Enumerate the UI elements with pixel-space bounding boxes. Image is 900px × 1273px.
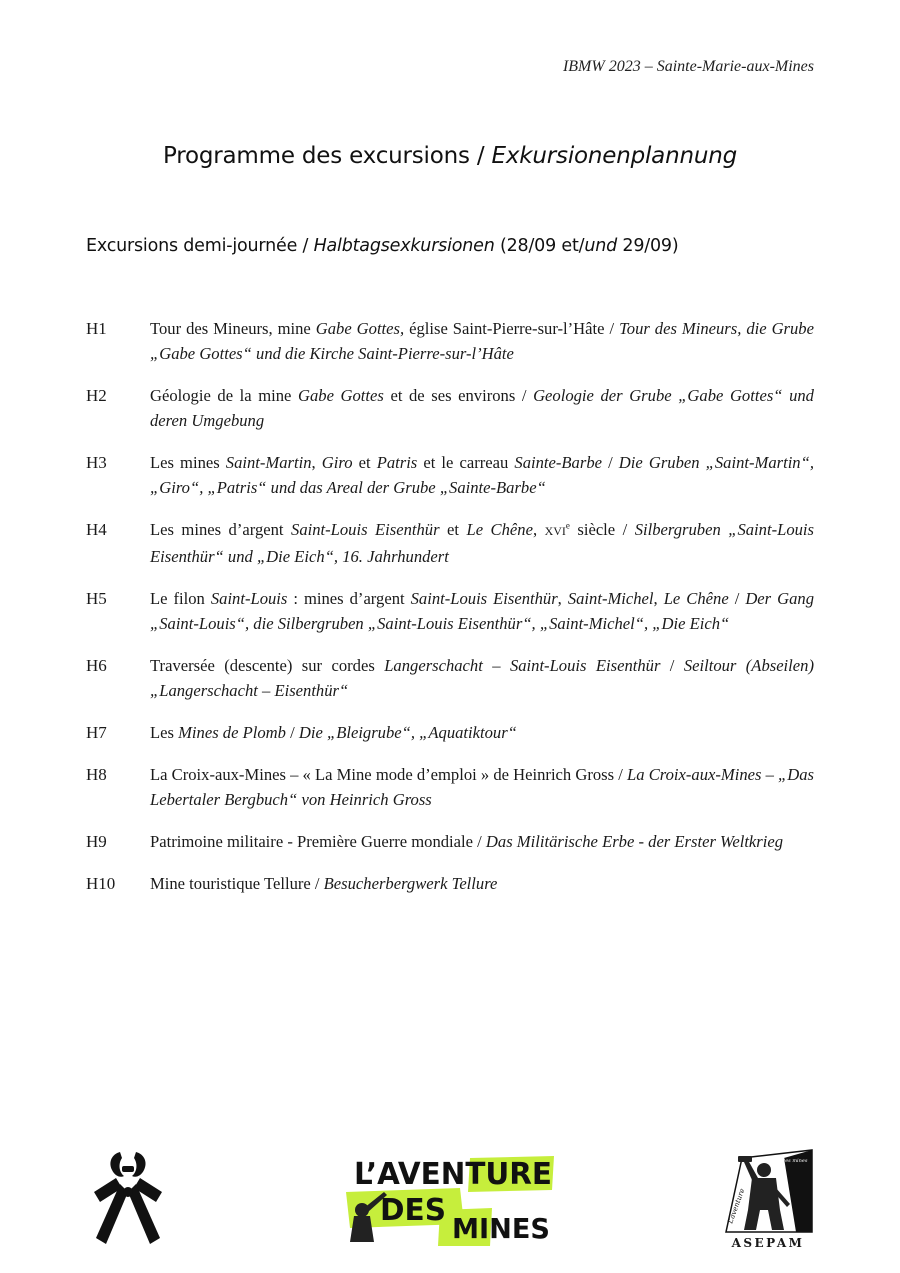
text-run: Le Chêne	[663, 589, 729, 608]
text-run: siècle /	[569, 520, 635, 539]
text-run: Saint-Louis Eisenthür	[410, 589, 558, 608]
text-run: Der Gang „Saint-Louis“, die Silbergruben „Saint-Louis Eisenthür“, „Saint-Michel“, „Die Eich“	[150, 589, 814, 633]
text-run: et le carreau	[417, 453, 515, 472]
list-item	[86, 383, 814, 433]
list-item	[86, 517, 814, 569]
text-run: église Saint-Pierre-sur-l’Hâte /	[404, 319, 620, 338]
excursion-description	[150, 871, 814, 896]
text-run: Das Militärische Erbe - der Erster Weltkrieg	[485, 832, 784, 851]
text-run: XVI	[544, 524, 566, 538]
text-run: Le Chêne	[466, 520, 533, 539]
subtitle-dates-a: (28/09 et/	[494, 236, 585, 256]
text-run: /	[601, 453, 619, 472]
list-item	[86, 586, 814, 636]
text-run: /	[285, 723, 299, 742]
title-de: Exkursionenplannung	[491, 143, 737, 169]
text-run: Langerschacht – Saint-Louis Eisenthür	[384, 656, 661, 675]
text-run: Mines de Plomb	[178, 723, 286, 742]
text-run: Seiltour (Abseilen) „Langerschacht – Eisenthür“	[150, 656, 814, 700]
excursion-description	[150, 829, 814, 854]
logo-line1: L’AVENTURE	[354, 1157, 552, 1192]
text-run: et de ses environs /	[383, 386, 534, 405]
section-subtitle	[86, 236, 678, 256]
text-run: Patris	[376, 453, 418, 472]
text-run: Sainte-Barbe	[514, 453, 602, 472]
logo-line2a: DES	[380, 1193, 446, 1228]
excursion-code: H6	[86, 656, 107, 675]
text-run: La Croix-aux-Mines – „Das Lebertaler Bergbuch“ von Heinrich Gross	[150, 765, 815, 809]
list-item	[86, 829, 814, 854]
excursion-description	[150, 383, 814, 433]
title-fr: Programme des excursions /	[162, 143, 492, 169]
aventure-des-mines-logo	[340, 1152, 558, 1248]
footer-logos	[0, 1148, 900, 1258]
list-item	[86, 316, 814, 366]
text-run: Giro	[321, 453, 353, 472]
text-run: et	[352, 453, 377, 472]
text-run: Saint-Louis Eisenthür	[291, 520, 440, 539]
text-run: Tour des Mineurs, mine	[150, 319, 316, 338]
text-run: Mine touristique Tellure /	[150, 874, 324, 893]
list-item	[86, 720, 814, 745]
text-run: Patrimoine militaire - Première Guerre mondiale /	[150, 832, 486, 851]
asepam-label: ASEPAM	[731, 1236, 805, 1250]
logo-line2b: MINES	[452, 1212, 550, 1245]
text-run: Saint-Louis	[210, 589, 288, 608]
mining-hammer-pick-icon	[86, 1148, 170, 1248]
excursion-code: H10	[86, 874, 116, 893]
text-run: Gabe Gottes	[298, 386, 384, 405]
excursion-code: H2	[86, 386, 107, 405]
excursion-description	[150, 517, 814, 569]
excursion-description	[150, 586, 814, 636]
text-run: : mines d’argent	[287, 589, 411, 608]
page-title	[0, 143, 900, 169]
svg-text:des mines: des mines	[782, 1158, 808, 1164]
list-item	[86, 653, 814, 703]
text-run: La Croix-aux-Mines – « La Mine mode d’emploi » de Heinrich Gross /	[150, 765, 628, 784]
subtitle-fr: Excursions demi-journée /	[86, 236, 314, 256]
text-run: Geologie der Grube „Gabe Gottes“ und deren Umgebung	[150, 386, 814, 430]
subtitle-dates-b: 29/09)	[617, 236, 679, 256]
text-run: Gabe Gottes,	[315, 319, 405, 338]
page-header: IBMW 2023 – Sainte-Marie-aux-Mines	[562, 58, 814, 75]
subtitle-und: und	[584, 236, 618, 256]
excursion-code: H5	[86, 589, 107, 608]
text-run: Les mines d’argent	[150, 520, 292, 539]
list-item	[86, 871, 814, 896]
excursion-code: H8	[86, 765, 107, 784]
text-run: Saint-Michel	[567, 589, 654, 608]
excursion-code: H9	[86, 832, 107, 851]
excursion-code: H7	[86, 723, 107, 742]
text-run: Géologie de la mine	[150, 386, 298, 405]
text-run: Le filon	[150, 589, 211, 608]
excursion-description	[150, 762, 814, 812]
text-run: ,	[311, 453, 322, 472]
excursion-description	[150, 720, 814, 745]
text-run: /	[728, 589, 746, 608]
text-run: Die „Bleigrube“, „Aquatiktour“	[298, 723, 517, 742]
svg-text:L’aventure: L’aventure	[726, 1187, 747, 1225]
excursion-code: H1	[86, 319, 107, 338]
text-run: /	[660, 656, 684, 675]
text-run: Besucherbergwerk Tellure	[323, 874, 498, 893]
text-run: Les mines	[150, 453, 226, 472]
text-run: e	[565, 520, 570, 531]
excursion-code: H4	[86, 520, 107, 539]
text-run: et	[439, 520, 467, 539]
subtitle-de: Halbtagsexkursionen	[313, 236, 495, 256]
text-run: Traversée (descente) sur cordes	[150, 656, 385, 675]
text-run: ,	[653, 589, 664, 608]
text-run: Silbergruben „Saint-Louis Eisenthür“ und „Die Eich“, 16. Jahrhundert	[150, 520, 814, 566]
text-run: ,	[557, 589, 568, 608]
text-run: Die Gruben „Saint-Martin“, „Giro“, „Patris“ und das Areal der Grube „Sainte-Barbe“	[150, 453, 814, 497]
excursion-description	[150, 653, 814, 703]
text-run: Les	[150, 723, 179, 742]
excursion-description	[150, 316, 814, 366]
excursion-code: H3	[86, 453, 107, 472]
text-run: Tour des Mineurs, die Grube „Gabe Gottes“ und die Kirche Saint-Pierre-sur-l’Hâte	[150, 319, 814, 363]
excursion-description	[150, 450, 814, 500]
text-run: ,	[532, 520, 545, 539]
excursion-list	[86, 316, 814, 913]
text-run: Saint-Martin	[225, 453, 312, 472]
list-item	[86, 762, 814, 812]
list-item	[86, 450, 814, 500]
